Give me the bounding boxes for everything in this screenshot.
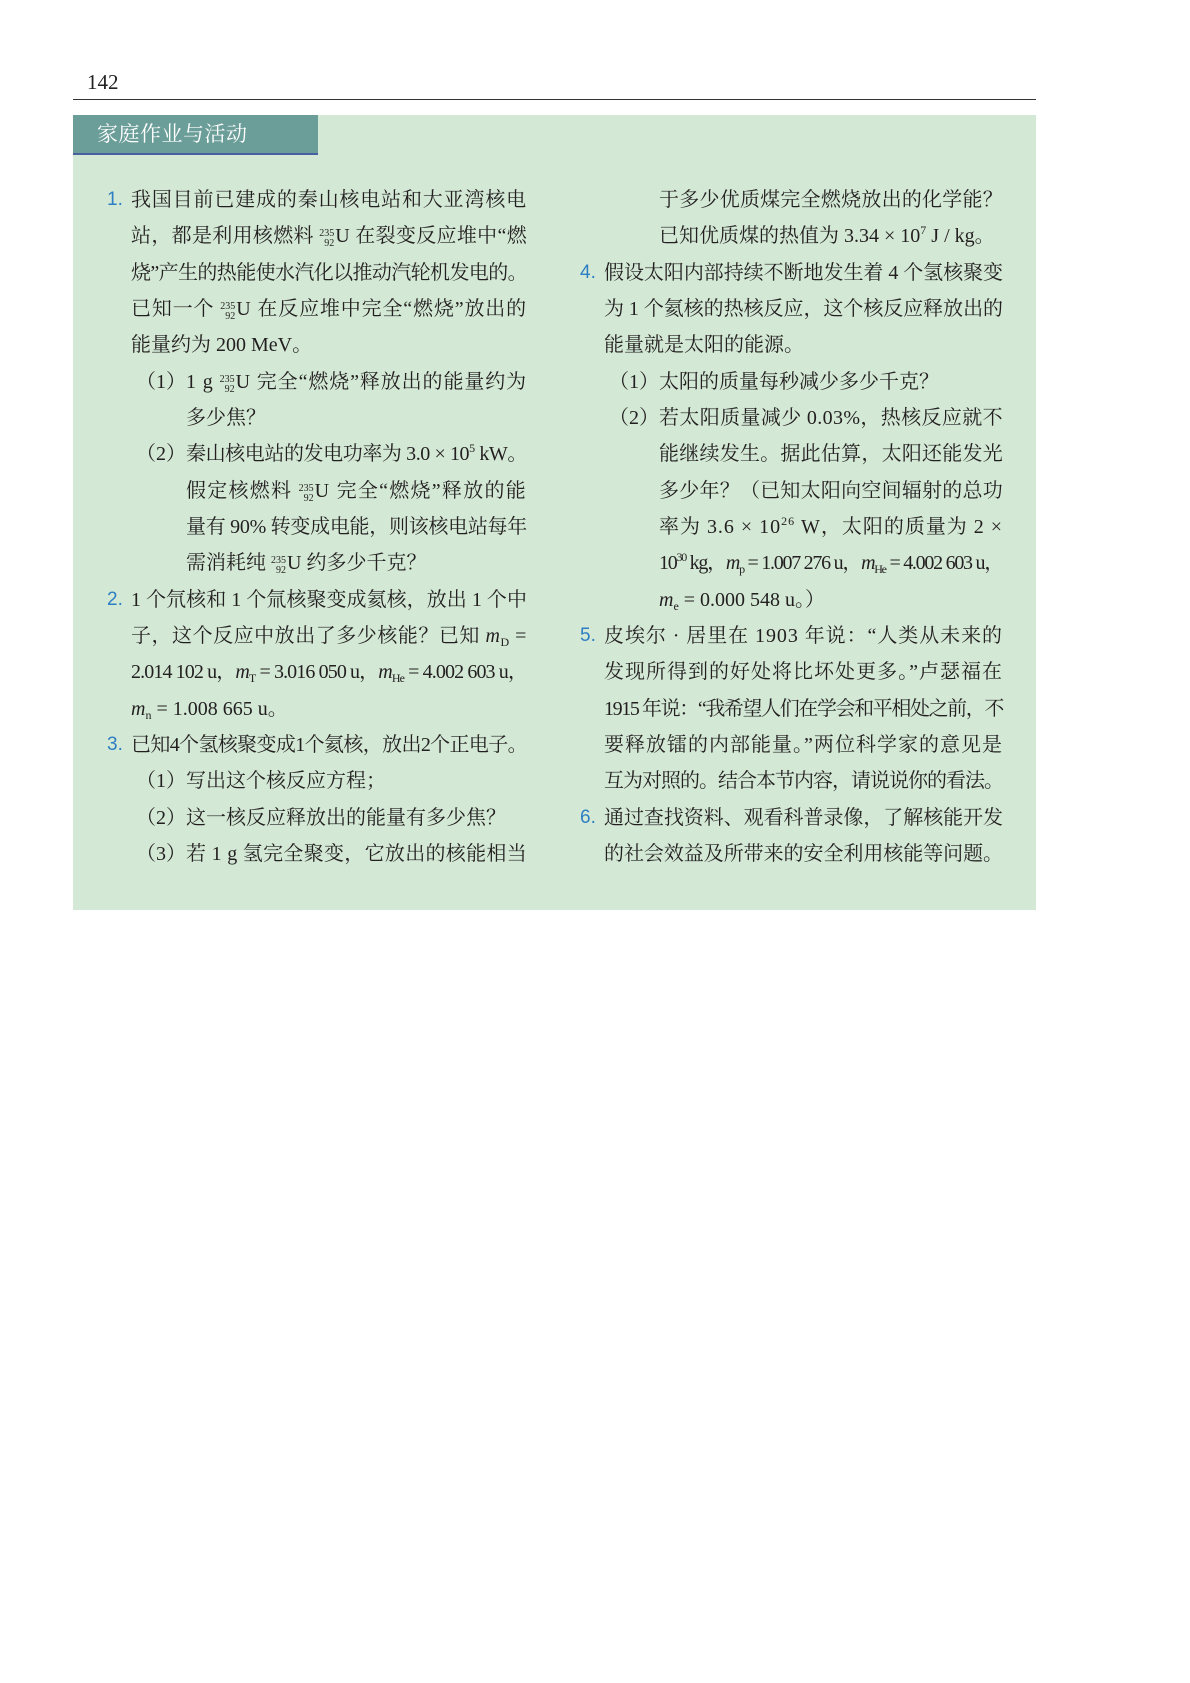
sub-question [580, 400, 1003, 618]
item-number: 3. [107, 733, 123, 755]
text-run: W，太阳的质量为 2 × [795, 515, 1003, 538]
variable-symbol: m [235, 661, 249, 684]
power-base: 10 [659, 552, 677, 575]
line-content [186, 545, 426, 581]
text-line [604, 291, 1003, 327]
element-symbol: U [287, 552, 302, 575]
line-content: 1915 年说：“我希望人们在学会和平相处之前，不 [604, 697, 1003, 720]
text-line [131, 182, 527, 218]
text-line [659, 218, 1003, 254]
sub-question [107, 436, 527, 581]
text-line [659, 182, 1003, 218]
line-content: 若太阳质量减少 0.03%，热核反应就不 [659, 406, 1003, 429]
variable-symbol: m [378, 661, 392, 684]
text-line [131, 727, 527, 763]
nuclide [299, 480, 331, 502]
line-content: 能继续发生。据此估算，太阳还能发光 [659, 443, 1003, 466]
element-symbol: U [236, 297, 252, 320]
line-content: 这一核反应释放出的能量有多少焦？ [186, 806, 506, 829]
mass-number: 235 [271, 555, 286, 567]
text-run: = 4.002 603 u， [885, 552, 1003, 575]
text-line [604, 618, 1003, 654]
mass-symbol [659, 589, 679, 611]
text-run: = [509, 624, 527, 647]
line-content: 写出这个核反应方程； [186, 770, 386, 793]
exponent: 7 [920, 223, 927, 238]
item-number: 2. [107, 588, 123, 610]
line-content [131, 218, 527, 254]
header-rule [73, 99, 1036, 100]
line-content [186, 364, 527, 400]
sub-question-label: （2） [136, 443, 186, 466]
text-run: J / kg。 [926, 225, 995, 248]
line-content: 于多少优质煤完全燃烧放出的化学能？ [659, 189, 1003, 211]
line-content: 多少焦？ [186, 406, 266, 429]
exercise-item [580, 255, 1003, 364]
text-line [131, 255, 527, 291]
item-number: 6. [580, 806, 596, 828]
element-symbol: U [314, 479, 331, 502]
text-line [604, 836, 1003, 872]
line-content: 假设太阳内部持续不断地发生着 4 个氢核聚变 [604, 261, 1003, 284]
sub-question-label: （3） [136, 842, 186, 865]
mass-number: 235 [319, 228, 335, 240]
sub-question [107, 364, 527, 437]
text-run: 约多少千克？ [301, 552, 427, 575]
mass-symbol [235, 661, 256, 686]
text-line [131, 691, 527, 727]
sub-question [107, 836, 527, 872]
text-line [186, 436, 527, 472]
sub-question-label: （1） [609, 370, 659, 393]
nuclide-numbers [299, 484, 314, 504]
text-run: 在反应堆中完全“燃烧”放出的 [251, 297, 527, 320]
text-run: = 0.000 548 u。） [678, 588, 826, 611]
sub-question-label: （1） [136, 770, 186, 793]
nuclide [220, 298, 251, 320]
subscript: D [500, 634, 510, 649]
line-content: 烧”产生的热能使水汽化以推动汽轮机发电的。 [131, 261, 527, 284]
item-number: 5. [580, 624, 596, 646]
sub-question-label: （2） [609, 406, 659, 429]
text-run: 已知一个 [131, 297, 221, 320]
power-of-ten [450, 443, 475, 465]
power-of-ten [659, 552, 686, 574]
mass-symbol [485, 625, 509, 647]
text-line [186, 800, 527, 836]
line-content: 量有 90% 转变成电能，则该核电站每年 [186, 515, 527, 538]
line-content [131, 654, 527, 690]
text-line [186, 364, 527, 400]
line-content [131, 291, 527, 327]
line-content: 能量就是太阳的能源。 [604, 334, 804, 357]
nuclide [319, 225, 350, 250]
sub-question-label: （2） [136, 806, 186, 829]
text-run: 完全“燃烧”释放的能 [330, 479, 527, 502]
right-column [580, 182, 1003, 872]
variable-symbol: m [861, 552, 875, 575]
nuclide-numbers [220, 302, 235, 322]
element-symbol: U [335, 225, 350, 248]
exponent: 5 [469, 441, 475, 456]
text-line [186, 836, 527, 872]
mass-number: 235 [298, 482, 314, 494]
line-content: 我国目前已建成的秦山核电站和大亚湾核电 [131, 189, 527, 211]
line-content: 通过查找资料、观看科普录像，了解核能开发 [604, 806, 1003, 829]
element-symbol: U [235, 370, 251, 393]
text-line [604, 327, 1003, 363]
text-run: 2.014 102 u， [131, 661, 236, 684]
exercise-item [107, 182, 527, 364]
text-run: 在裂变反应堆中“燃 [349, 225, 528, 248]
text-run: kW。 [474, 443, 527, 466]
line-content: 太阳的质量每秒减少多少千克？ [659, 370, 939, 393]
sub-question [580, 364, 1003, 400]
atomic-number: 92 [276, 565, 286, 577]
text-line [131, 218, 527, 254]
sub-question [107, 800, 527, 836]
atomic-number: 92 [303, 492, 314, 504]
line-content [659, 218, 995, 254]
atomic-number: 92 [224, 383, 235, 395]
exercise-item [107, 727, 527, 763]
line-content [659, 582, 825, 618]
exponent: 30 [676, 550, 686, 565]
text-run: 率为 3.6 × [659, 515, 760, 538]
power-base: 10 [900, 225, 921, 248]
mass-symbol [725, 552, 744, 577]
text-line [604, 763, 1003, 799]
text-line [604, 800, 1003, 836]
variable-symbol: m [485, 624, 501, 647]
text-run: 已知优质煤的热值为 3.34 × [659, 225, 901, 248]
line-content: 的社会效益及所带来的安全利用核能等问题。 [604, 842, 1003, 865]
text-line [186, 545, 527, 581]
line-content: 若 1 g 氢完全聚变，它放出的核能相当 [186, 842, 527, 865]
text-line [659, 545, 1003, 581]
line-content: 互为对照的。结合本节内容，请说说你的看法。 [604, 770, 1003, 793]
text-line [604, 727, 1003, 763]
mass-number: 235 [219, 373, 235, 385]
atomic-number: 92 [324, 238, 335, 250]
line-content: 1 个氘核和 1 个氚核聚变成氦核，放出 1 个中 [131, 588, 527, 611]
line-content [131, 618, 527, 654]
nuclide-numbers [319, 229, 334, 249]
text-line [131, 654, 527, 690]
line-content [659, 545, 1003, 581]
nuclide [220, 371, 251, 393]
section-title: 家庭作业与活动 [97, 122, 248, 146]
variable-symbol: m [725, 552, 740, 575]
mass-symbol [861, 552, 886, 577]
line-content: 要释放镭的内部能量。”两位科学家的意见是 [604, 733, 1003, 756]
mass-symbol [131, 698, 151, 720]
text-line [186, 400, 527, 436]
text-line [659, 436, 1003, 472]
line-content [186, 436, 527, 472]
text-line [659, 473, 1003, 509]
text-line [131, 618, 527, 654]
atomic-number: 92 [225, 310, 236, 322]
subscript: p [739, 562, 744, 577]
variable-symbol: m [131, 697, 146, 720]
nuclide-numbers [220, 375, 235, 395]
sub-question [107, 763, 527, 799]
text-line [604, 255, 1003, 291]
text-line [131, 291, 527, 327]
mass-number: 235 [220, 300, 236, 312]
line-content: 能量约为 200 MeV。 [131, 334, 313, 357]
text-run: = 1.008 665 u。 [151, 697, 288, 720]
subscript: T [248, 671, 256, 686]
section-tab [73, 115, 318, 155]
text-run: 子，这个反应中放出了多少核能？已知 [131, 624, 486, 647]
line-content: 已知4个氢核聚变成1个氦核，放出2个正电子。 [131, 733, 527, 756]
exponent: 26 [781, 513, 796, 528]
text-run: 站，都是利用核燃料 [131, 225, 320, 248]
sub-question-continued [580, 182, 1003, 255]
page-number: 142 [87, 70, 119, 94]
text-line [659, 364, 1003, 400]
text-line [186, 473, 527, 509]
line-content: 皮埃尔 · 居里在 1903 年说：“人类从未来的 [604, 624, 1003, 647]
sub-question-label: （1） [136, 370, 186, 393]
power-base: 10 [759, 515, 782, 538]
text-line [186, 763, 527, 799]
exercise-item [580, 800, 1003, 873]
exercise-item [107, 582, 527, 727]
text-run: 假定核燃料 [186, 479, 299, 502]
power-base: 10 [449, 443, 470, 466]
item-number: 4. [580, 261, 596, 283]
text-run: = 1.007 276 u， [743, 552, 862, 575]
line-content: 为 1 个氦核的热核反应，这个核反应释放出的 [604, 297, 1003, 320]
text-line [186, 509, 527, 545]
text-line [131, 582, 527, 618]
exercise-item [580, 618, 1003, 800]
line-content [186, 473, 527, 509]
line-content: 多少年？（已知太阳向空间辐射的总功 [659, 479, 1003, 502]
power-of-ten [900, 225, 926, 247]
text-line [604, 654, 1003, 690]
text-run: = 4.002 603 u， [404, 661, 527, 684]
subscript: n [145, 707, 152, 722]
text-run: 完全“燃烧”释放出的能量约为 [250, 370, 527, 393]
nuclide-numbers [271, 556, 286, 576]
text-line [659, 582, 1003, 618]
nuclide [271, 552, 302, 577]
text-run: 需消耗纯 [186, 552, 271, 575]
line-content [131, 691, 288, 727]
left-column [107, 182, 527, 872]
variable-symbol: m [659, 588, 674, 611]
text-line [131, 327, 527, 363]
line-content [659, 509, 1003, 545]
power-of-ten [759, 513, 796, 538]
text-run: 秦山核电站的发电功率为 3.0 × [186, 443, 450, 466]
item-number: 1. [107, 189, 123, 210]
text-line [604, 691, 1003, 727]
text-run: kg， [685, 552, 726, 575]
text-run: 1 g [186, 370, 220, 393]
subscript: e [673, 598, 679, 613]
text-run: = 3.016 050 u， [255, 661, 379, 684]
text-line [659, 509, 1003, 545]
mass-symbol [378, 661, 405, 686]
subscript: He [391, 671, 405, 686]
text-line [659, 400, 1003, 436]
subscript: He [874, 562, 886, 577]
line-content: 发现所得到的好处将比坏处更多。”卢瑟福在 [604, 661, 1003, 684]
